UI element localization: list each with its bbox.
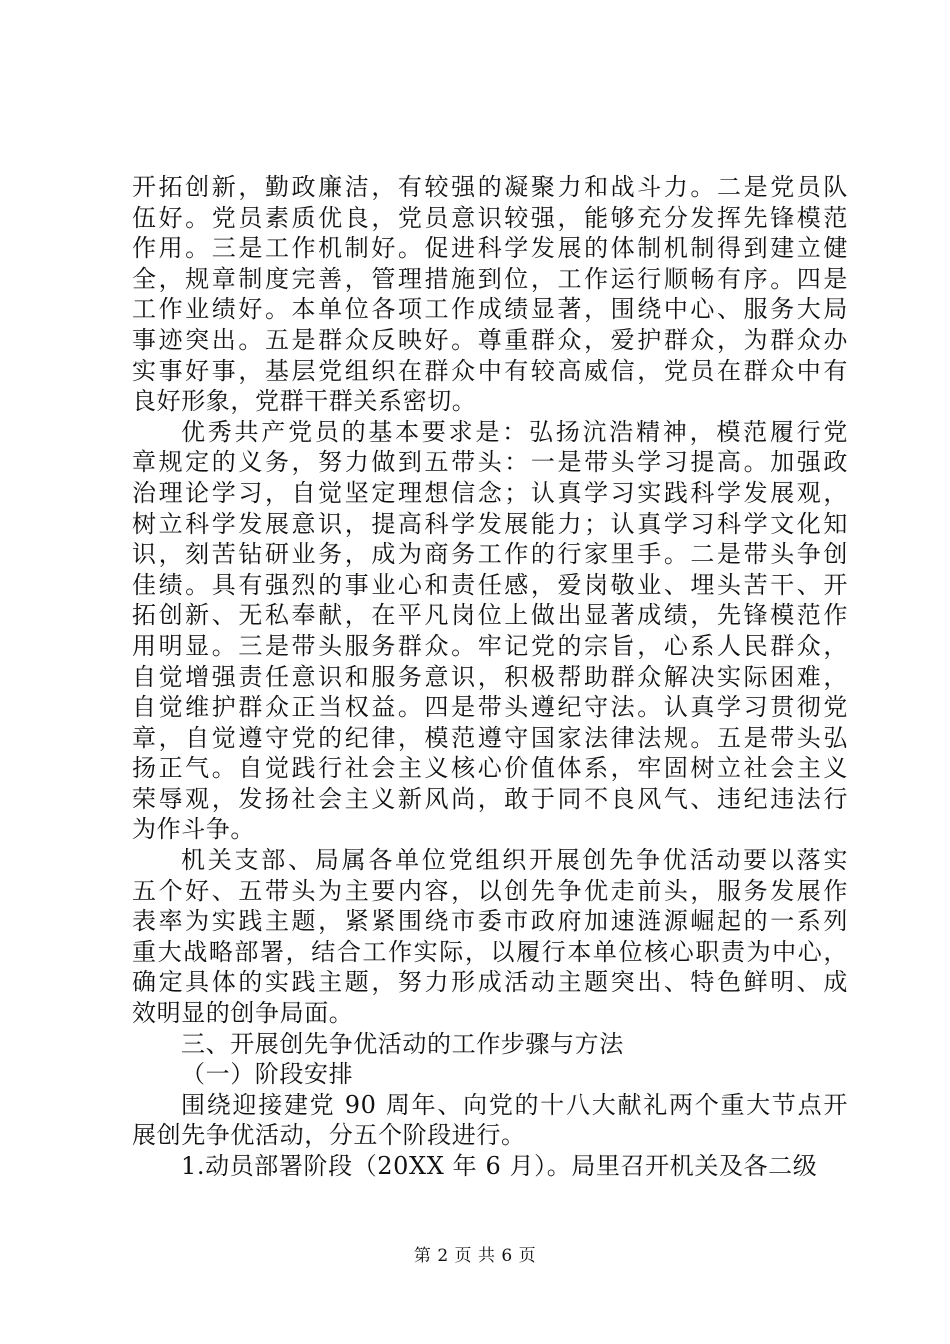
text-line: 自觉维护群众正当权益。四是带头遵纪守法。认真学习贯彻党 (132, 693, 848, 722)
text-line: 确定具体的实践主题，努力形成活动主题突出、特色鲜明、成 (132, 968, 848, 997)
text-line: 1.动员部署阶段（20XX 年 6 月）。局里召开机关及各二级 (181, 1152, 818, 1180)
text-line: 伍好。党员素质优良，党员意识较强，能够充分发挥先锋模范 (132, 203, 848, 232)
page-footer: 第 2 页 共 6 页 (413, 1246, 537, 1266)
text-line: 工作业绩好。本单位各项工作成绩显著，围绕中心、服务大局 (132, 295, 848, 324)
text-line: 全，规章制度完善，管理措施到位，工作运行顺畅有序。四是 (132, 264, 848, 293)
text-line: 树立科学发展意识，提高科学发展能力；认真学习科学文化知 (132, 509, 848, 538)
text-line: 实事好事，基层党组织在群众中有较高威信，党员在群众中有 (132, 356, 848, 385)
text-line: 为作斗争。 (132, 815, 255, 844)
text-line: （一）阶段安排 (181, 1060, 354, 1089)
document-body (132, 172, 848, 1182)
text-line: 荣辱观，发扬社会主义新风尚，敢于同不良风气、违纪违法行 (132, 784, 848, 813)
text-line: 表率为实践主题，紧紧围绕市委市政府加速涟源崛起的一系列 (132, 907, 848, 936)
text-line: 扬正气。自觉践行社会主义核心价值体系，牢固树立社会主义 (132, 754, 848, 783)
text-line: 良好形象，党群干群关系密切。 (132, 387, 477, 416)
text-line: 章，自觉遵守党的纪律，模范遵守国家法律法规。五是带头弘 (132, 723, 848, 752)
text-line: 自觉增强责任意识和服务意识，积极帮助群众解决实际困难， (132, 662, 848, 691)
text-line: 重大战略部署，结合工作实际，以履行本单位核心职责为中心， (132, 937, 848, 966)
text-line: 五个好、五带头为主要内容，以创先争优走前头，服务发展作 (132, 876, 848, 905)
text-line: 三、开展创先争优活动的工作步骤与方法 (181, 1029, 624, 1058)
text-line: 作用。三是工作机制好。促进科学发展的体制机制得到建立健 (132, 234, 848, 263)
text-line: 优秀共产党员的基本要求是：弘扬沆浩精神，模范履行党 (181, 417, 848, 446)
text-line: 章规定的义务，努力做到五带头：一是带头学习提高。加强政 (132, 448, 848, 477)
text-line: 事迹突出。五是群众反映好。尊重群众，爱护群众，为群众办 (132, 325, 848, 354)
text-line: 识，刻苦钻研业务，成为商务工作的行家里手。二是带头争创 (132, 540, 848, 569)
text-line: 治理论学习，自觉坚定理想信念；认真学习实践科学发展观， (132, 478, 848, 507)
text-line: 佳绩。具有强烈的事业心和责任感，爱岗敬业、埋头苦干、开 (132, 570, 848, 599)
text-line: 展创先争优活动，分五个阶段进行。 (132, 1121, 526, 1150)
text-line: 机关支部、局属各单位党组织开展创先争优活动要以落实 (181, 846, 848, 875)
text-line: 效明显的创争局面。 (132, 999, 354, 1028)
text-line: 用明显。三是带头服务群众。牢记党的宗旨，心系人民群众， (132, 631, 848, 660)
text-line: 开拓创新，勤政廉洁，有较强的凝聚力和战斗力。二是党员队 (132, 173, 848, 201)
text-line: 拓创新、无私奉献，在平凡岗位上做出显著成绩，先锋模范作 (132, 601, 848, 630)
text-line: 围绕迎接建党 90 周年、向党的十八大献礼两个重大节点开 (181, 1090, 848, 1119)
